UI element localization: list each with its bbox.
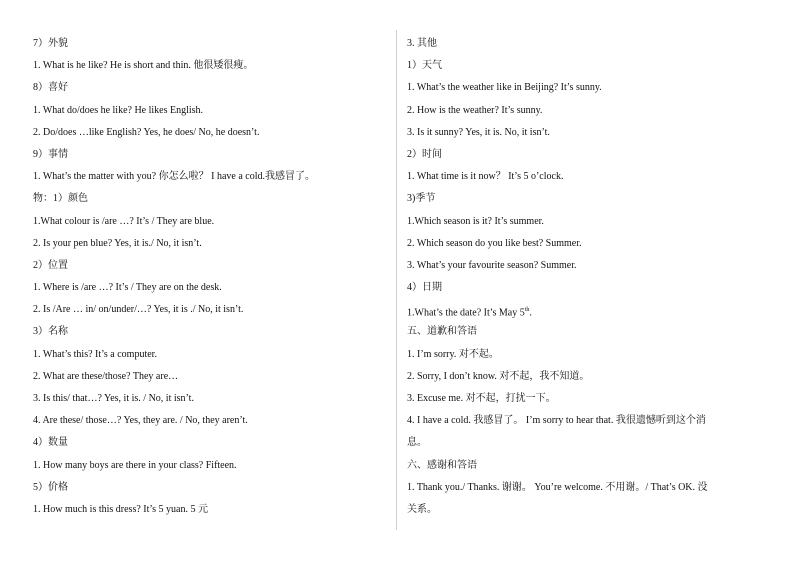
text-line: 1. What time is it now？ It’s 5 o’clock. <box>407 171 564 183</box>
text-line: 1. I’m sorry. 对不起。 <box>407 348 499 360</box>
text-line: 息。 <box>407 437 427 449</box>
text-line: 1. What’s the matter with you? 你怎么啦？ I have a cold.我感冒了。 <box>33 171 315 183</box>
date-line <box>407 299 769 321</box>
text-line: 4. Are these/ those…? Yes, they are. / No, they aren’t. <box>33 415 248 427</box>
section-heading: 五、道歉和答语 <box>407 326 477 338</box>
text-line: 2. Which season do you like best? Summer. <box>407 237 582 249</box>
section-heading: 六、感谢和答语 <box>407 459 477 471</box>
text-line: 1. What’s this? It’s a computer. <box>33 348 157 360</box>
text-line: 1. What is he like? He is short and thin. 他很矮很瘦。 <box>33 60 254 72</box>
section-heading: 1）天气 <box>407 60 442 72</box>
text-line: 2. Do/does …like English? Yes, he does/ No, he doesn’t. <box>33 126 260 138</box>
text-line: 1.What colour is /are …? It’s / They are blue. <box>33 215 215 227</box>
text-line: 2. What are these/those? They are… <box>33 370 179 382</box>
column-divider <box>396 30 397 530</box>
section-heading: 5）价格 <box>33 481 68 493</box>
text-line: 1. Thank you./ Thanks. 谢谢。 You’re welcome. 不用谢。/ That’s OK. 没 <box>407 481 708 493</box>
text-line: 关系。 <box>407 503 437 515</box>
text-line: 1.Which season is it? It’s summer. <box>407 215 544 227</box>
section-heading: 3)季节 <box>407 193 436 205</box>
section-heading: 物：1）颜色 <box>33 193 88 205</box>
text-line: 2. Sorry, I don’t know. 对不起，我不知道。 <box>407 370 590 382</box>
text-line: 1. What do/does he like? He likes English. <box>33 104 204 116</box>
text-line: 1. What’s the weather like in Beijing? It’s sunny. <box>407 82 602 94</box>
section-heading: 2）时间 <box>407 148 442 160</box>
text-line: 2. Is /Are … in/ on/under/…? Yes, it is ./ No, it isn’t. <box>33 304 244 316</box>
text-line: 1. How much is this dress? It’s 5 yuan. 5 元 <box>33 503 208 515</box>
text-line: 3. Is it sunny? Yes, it is. No, it isn’t. <box>407 126 550 138</box>
text-line: 3. Excuse me. 对不起，打扰一下。 <box>407 393 556 404</box>
text-line: 3. What’s your favourite season? Summer. <box>407 259 577 271</box>
section-heading: 4）数量 <box>33 437 68 449</box>
section-heading: 3）名称 <box>33 326 68 338</box>
text-line: 2. Is your pen blue? Yes, it is./ No, it isn’t. <box>33 237 202 249</box>
date-suffix: th <box>524 307 530 314</box>
section-heading: 2）位置 <box>33 259 68 271</box>
date-end: . <box>529 307 532 319</box>
section-heading: 8）喜好 <box>33 82 68 94</box>
section-heading: 7）外貌 <box>33 38 68 49</box>
text-line: 1. Where is /are …? It’s / They are on the desk. <box>33 282 222 294</box>
section-heading: 4）日期 <box>407 282 442 294</box>
text-line: 3. Is this/ that…? Yes, it is. / No, it isn’t. <box>33 393 194 404</box>
date-text: 1.What’s the date? It’s May 5 <box>407 307 525 319</box>
section-heading: 3. 其他 <box>407 38 437 49</box>
text-line: 2. How is the weather? It’s sunny. <box>407 104 543 116</box>
left-column <box>33 33 383 521</box>
right-column <box>407 33 769 521</box>
section-heading: 9）事情 <box>33 148 68 160</box>
text-line: 1. How many boys are there in your class? Fifteen. <box>33 459 237 471</box>
text-line: 4. I have a cold. 我感冒了。 I’m sorry to hear that. 我很遗憾听到这个消 <box>407 415 706 427</box>
